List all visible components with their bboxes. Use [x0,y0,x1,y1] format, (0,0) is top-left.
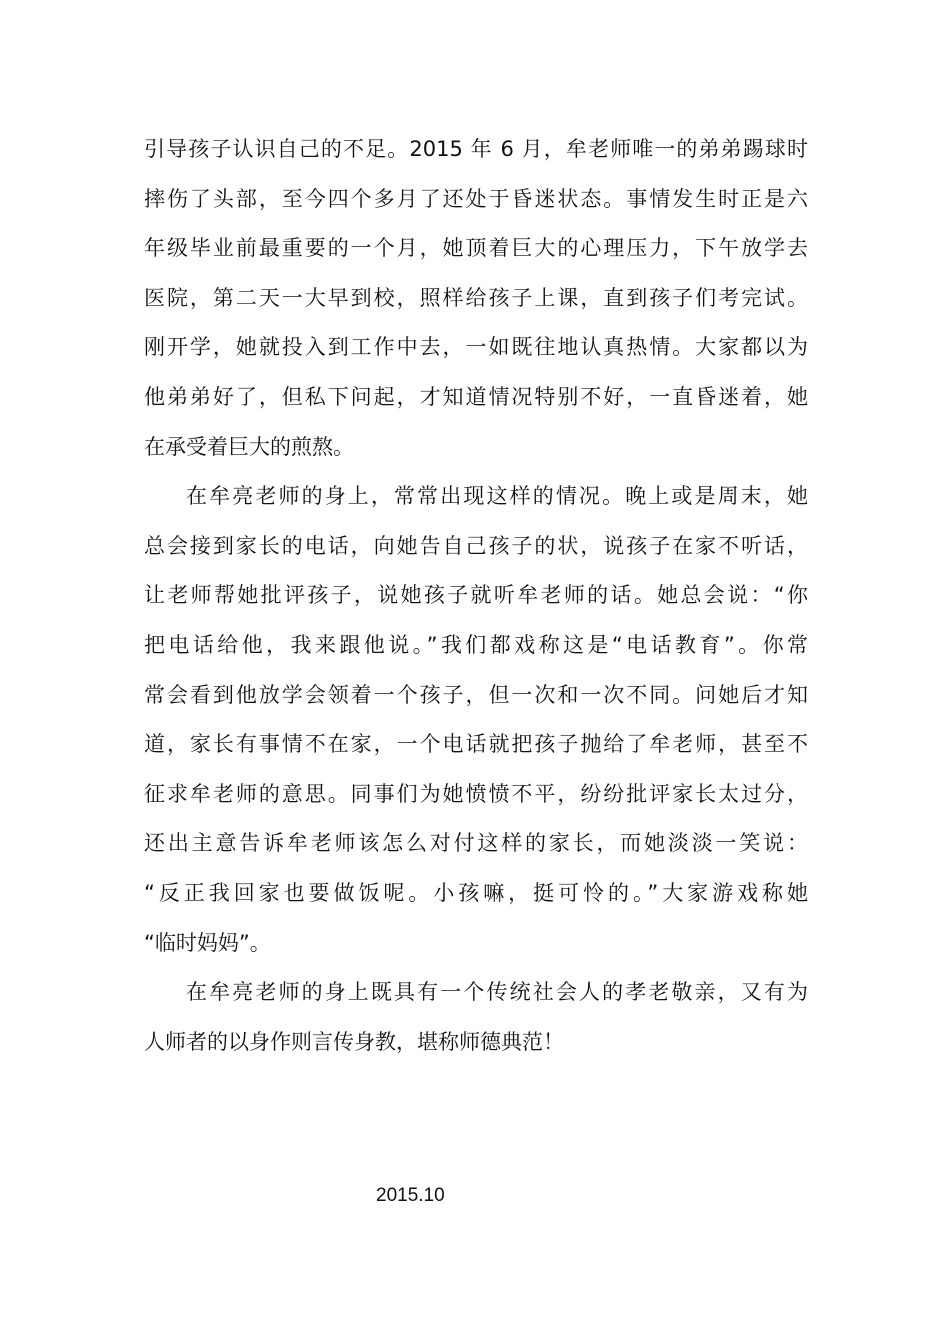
paragraph-1 [144,125,808,472]
text-line: 征求牟老师的意思。同事们为她愤愤不平，纷纷批评家长太过分， [144,781,808,806]
text-line: 引导孩子认识自己的不足。2015 年 6 月，牟老师唯一的弟弟踢球时 [144,137,808,161]
document-body [144,125,808,1067]
text-line: 人师者的以身作则言传身教，堪称师德典范！ [144,1029,564,1054]
text-line: 把电话给他，我来跟他说。”我们都戏称这是“电话教育”。你常 [144,632,808,657]
text-line: 道，家长有事情不在家，一个电话就把孩子抛给了牟老师，甚至不 [144,732,808,757]
text-line: 年级毕业前最重要的一个月，她顶着巨大的心理压力，下午放学去 [144,236,808,261]
text-line: 常会看到他放学会领着一个孩子，但一次和一次不同。问她后才知 [144,682,808,707]
paragraph-3 [144,968,808,1067]
text-line: 总会接到家长的电话，向她告自己孩子的状，说孩子在家不听话， [144,533,808,558]
text-line: 摔伤了头部，至今四个多月了还处于昏迷状态。事情发生时正是六 [144,186,808,211]
text-line: 刚开学，她就投入到工作中去，一如既往地认真热情。大家都以为 [144,335,808,360]
text-line: 让老师帮她批评孩子，说她孩子就听牟老师的话。她总会说：“你 [144,583,808,608]
text-line: “临时妈妈”。 [144,930,271,955]
text-line: 还出主意告诉牟老师该怎么对付这样的家长，而她淡淡一笑说： [144,831,808,856]
text-line: 医院，第二天一大早到校，照样给孩子上课，直到孩子们考完试。 [144,285,808,310]
text-line: 他弟弟好了，但私下问起，才知道情况特别不好，一直昏迷着，她 [144,384,808,409]
document-date: 2015.10 [376,1185,445,1206]
text-line: 在牟亮老师的身上既具有一个传统社会人的孝老敬亲，又有为 [186,980,808,1005]
text-line: “反正我回家也要做饭呢。小孩嘛，挺可怜的。”大家游戏称她 [144,880,808,905]
paragraph-2 [144,472,808,968]
text-line: 在牟亮老师的身上，常常出现这样的情况。晚上或是周末，她 [186,484,808,509]
text-line: 在承受着巨大的煎熬。 [144,434,354,459]
